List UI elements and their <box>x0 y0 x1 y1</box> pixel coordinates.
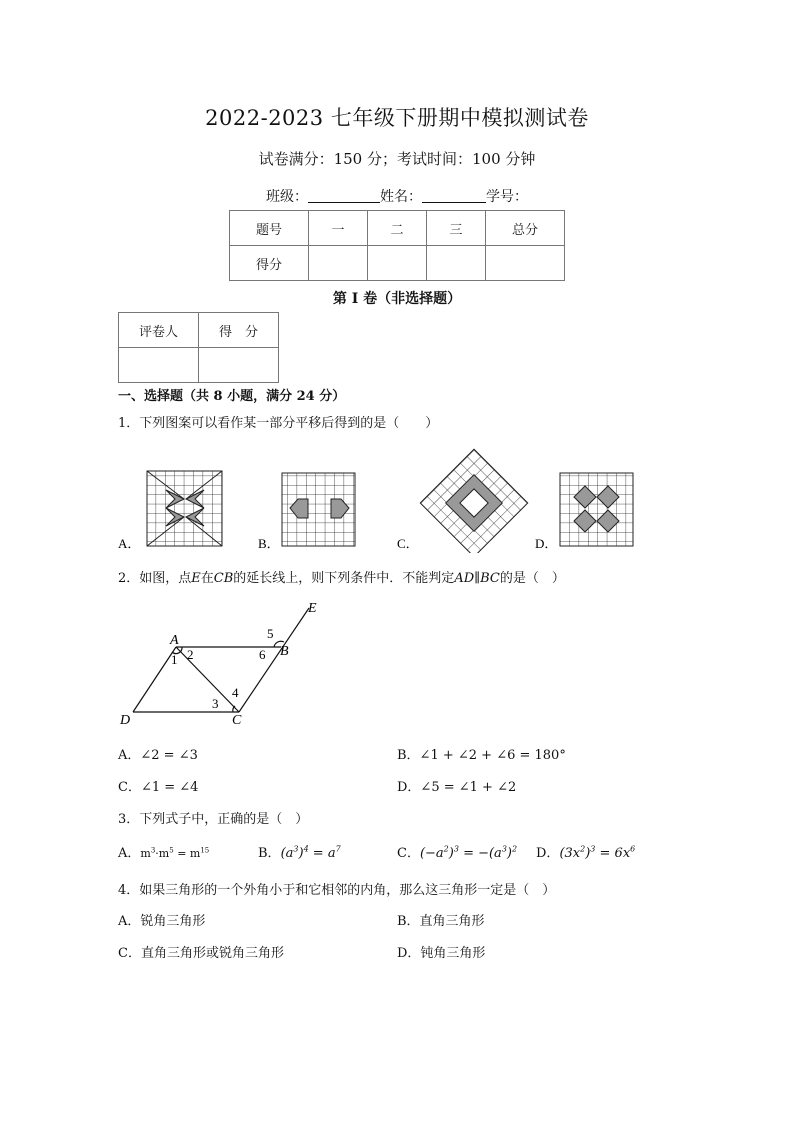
q3-option-d[interactable]: D．$(3x^2)^3 = 6x^6$ <box>536 844 636 861</box>
score-header-cell: 题号 <box>230 211 309 246</box>
grader-table <box>118 312 279 383</box>
svg-text:B: B <box>280 644 289 659</box>
svg-text:1: 1 <box>171 652 178 667</box>
score-cell[interactable] <box>368 246 427 281</box>
q2-option-b[interactable]: B．∠1 + ∠2 + ∠6 = 180° <box>397 748 566 763</box>
q2-geometry-figure <box>116 598 326 726</box>
q1-label-c: C． <box>397 536 419 551</box>
score-table <box>229 210 565 281</box>
grader-cell[interactable] <box>119 348 199 383</box>
q2-option-d[interactable]: D．∠5 = ∠1 + ∠2 <box>397 780 517 795</box>
question-4-text: 4．如果三角形的一个外角小于和它相邻的内角，那么这三角形一定是（ ） <box>118 883 556 898</box>
exam-subtitle: 试卷满分：150 分；考试时间：100 分钟 <box>258 150 536 168</box>
part-heading: 一、选择题（共 8 小题，满分 24 分） <box>118 389 346 404</box>
svg-text:4: 4 <box>232 685 239 700</box>
q1-label-d: D． <box>535 536 558 551</box>
score-cell[interactable] <box>309 246 368 281</box>
score-cell[interactable] <box>199 348 279 383</box>
id-label: 学号： <box>486 189 528 205</box>
q1-figure-c <box>420 449 527 553</box>
name-label: 姓名： <box>380 189 422 205</box>
score-cell[interactable] <box>427 246 486 281</box>
q2-option-a[interactable]: A．∠2 = ∠3 <box>118 748 198 763</box>
q4-option-b[interactable]: B．直角三角形 <box>397 914 485 929</box>
svg-text:6: 6 <box>259 647 266 662</box>
score-header-cell: 总分 <box>486 211 565 246</box>
q3-option-a[interactable]: A．$m^3\cdot m^5 = m^{15}$ <box>118 846 210 861</box>
name-blank[interactable] <box>422 188 486 203</box>
score-header: 得 分 <box>199 313 279 348</box>
page-title: 2022-2023 七年级下册期中模拟测试卷 <box>205 106 589 130</box>
q2-option-c[interactable]: C．∠1 = ∠4 <box>118 780 199 795</box>
q4-option-d[interactable]: D．钝角三角形 <box>397 946 486 961</box>
question-1-text: 1．下列图案可以看作某一部分平移后得到的是（ ） <box>118 416 439 431</box>
grader-header: 评卷人 <box>119 313 199 348</box>
q3-option-c[interactable]: C．$(-a^2)^3 = -(a^3)^2$ <box>397 844 518 861</box>
q1-figure-b <box>282 473 355 546</box>
section-title: 第 I 卷（非选择题） <box>332 291 462 307</box>
svg-text:2: 2 <box>187 647 194 662</box>
class-label: 班级： <box>266 189 308 205</box>
svg-text:3: 3 <box>212 696 219 711</box>
score-header-cell: 三 <box>427 211 486 246</box>
q4-option-c[interactable]: C．直角三角形或锐角三角形 <box>118 946 284 961</box>
svg-text:A: A <box>170 633 179 648</box>
student-info-line <box>0 186 794 206</box>
svg-text:E: E <box>308 601 317 616</box>
svg-text:D: D <box>120 713 131 726</box>
question-3-text: 3．下列式子中，正确的是（ ） <box>118 812 309 827</box>
svg-text:5: 5 <box>267 626 274 641</box>
class-blank[interactable] <box>308 188 380 203</box>
svg-text:C: C <box>232 713 242 726</box>
score-row-label: 得分 <box>230 246 309 281</box>
q1-figures <box>118 438 648 553</box>
q4-option-a[interactable]: A．锐角三角形 <box>118 914 206 929</box>
score-header-cell: 二 <box>368 211 427 246</box>
question-2-text: 2．如图，点E在CB的延长线上，则下列条件中．不能判定AD∥BC的是（ ） <box>118 571 565 586</box>
q1-label-a: A． <box>118 536 141 551</box>
score-header-cell: 一 <box>309 211 368 246</box>
q1-figure-a <box>147 471 222 546</box>
q3-option-b[interactable]: B．$(a^3)^4 = a^7$ <box>258 844 341 861</box>
q1-label-b: B． <box>258 536 280 551</box>
score-cell[interactable] <box>486 246 565 281</box>
q1-figure-d <box>560 473 633 546</box>
